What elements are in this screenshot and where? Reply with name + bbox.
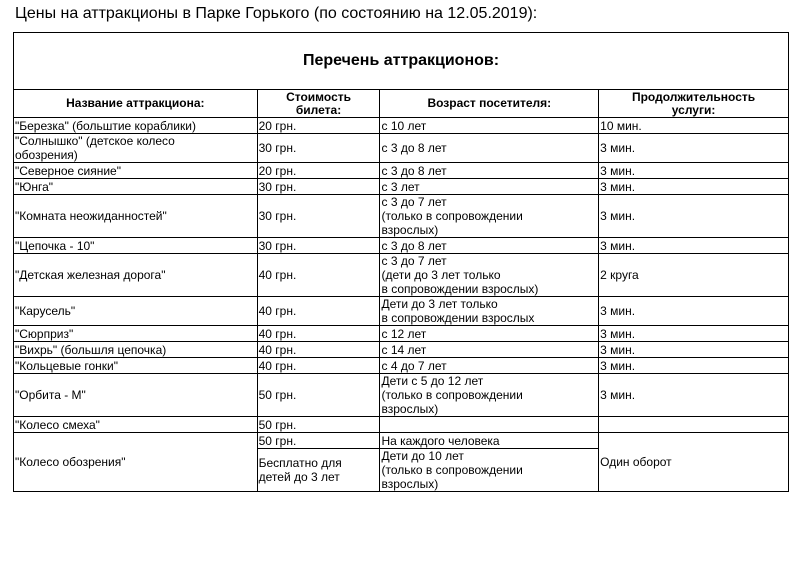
table-row-ferris-wheel bbox=[14, 433, 789, 449]
ticket-price: Бесплатно для детей до 3 лет bbox=[257, 449, 380, 492]
table-row bbox=[14, 297, 789, 326]
attraction-name: "Солнышко" (детское колесо обозрения) bbox=[14, 134, 258, 163]
table-row bbox=[14, 358, 789, 374]
table-body bbox=[14, 118, 789, 492]
attraction-name: "Колесо смеха" bbox=[14, 417, 258, 433]
ticket-price: 50 грн. bbox=[257, 417, 380, 433]
ticket-price: 40 грн. bbox=[257, 254, 380, 297]
ticket-price: 20 грн. bbox=[257, 118, 380, 134]
visitor-age: с 3 до 7 лет (только в сопровождении взрослых) bbox=[380, 195, 599, 238]
ticket-price: 30 грн. bbox=[257, 179, 380, 195]
column-header-age: Возраст посетителя: bbox=[380, 90, 599, 118]
duration: 3 мин. bbox=[599, 297, 789, 326]
table-row bbox=[14, 374, 789, 417]
table-row bbox=[14, 163, 789, 179]
visitor-age: с 10 лет bbox=[380, 118, 599, 134]
visitor-age bbox=[380, 417, 599, 433]
ticket-price: 40 грн. bbox=[257, 358, 380, 374]
visitor-age: с 12 лет bbox=[380, 326, 599, 342]
attraction-name: "Колесо обозрения" bbox=[14, 433, 258, 492]
duration: 3 мин. bbox=[599, 179, 789, 195]
visitor-age: с 3 до 7 лет (дети до 3 лет только в сопровождении взрослых) bbox=[380, 254, 599, 297]
ticket-price: 30 грн. bbox=[257, 134, 380, 163]
table-caption: Перечень аттракционов: bbox=[14, 33, 789, 90]
page-heading: Цены на аттракционы в Парке Горького (по состоянию на 12.05.2019): bbox=[15, 5, 538, 22]
ticket-price: 40 грн. bbox=[257, 326, 380, 342]
attraction-name: "Карусель" bbox=[14, 297, 258, 326]
visitor-age: с 3 до 8 лет bbox=[380, 163, 599, 179]
column-header-price: Стоимость билета: bbox=[257, 90, 380, 118]
visitor-age: с 3 до 8 лет bbox=[380, 134, 599, 163]
ticket-price: 50 грн. bbox=[257, 433, 380, 449]
attraction-name: "Комната неожиданностей" bbox=[14, 195, 258, 238]
table-row bbox=[14, 342, 789, 358]
visitor-age: На каждого человека bbox=[380, 433, 599, 449]
duration: 2 круга bbox=[599, 254, 789, 297]
column-header-name: Название аттракциона: bbox=[14, 90, 258, 118]
ticket-price: 20 грн. bbox=[257, 163, 380, 179]
attraction-name: "Кольцевые гонки" bbox=[14, 358, 258, 374]
attraction-name: "Березка" (больштие кораблики) bbox=[14, 118, 258, 134]
visitor-age: с 4 до 7 лет bbox=[380, 358, 599, 374]
visitor-age: Дети с 5 до 12 лет (только в сопровождении взрослых) bbox=[380, 374, 599, 417]
ticket-price: 40 грн. bbox=[257, 297, 380, 326]
attraction-name: "Северное сияние" bbox=[14, 163, 258, 179]
attraction-name: "Цепочка - 10" bbox=[14, 238, 258, 254]
duration: 3 мин. bbox=[599, 326, 789, 342]
duration: 3 мин. bbox=[599, 195, 789, 238]
duration: Один оборот bbox=[599, 433, 789, 492]
attraction-name: "Юнга" bbox=[14, 179, 258, 195]
table-row bbox=[14, 238, 789, 254]
duration: 3 мин. bbox=[599, 134, 789, 163]
table-row bbox=[14, 326, 789, 342]
visitor-age: с 3 до 8 лет bbox=[380, 238, 599, 254]
duration: 3 мин. bbox=[599, 374, 789, 417]
table-row bbox=[14, 195, 789, 238]
table-row bbox=[14, 417, 789, 433]
table-row bbox=[14, 118, 789, 134]
visitor-age: с 14 лет bbox=[380, 342, 599, 358]
duration: 3 мин. bbox=[599, 163, 789, 179]
duration: 3 мин. bbox=[599, 342, 789, 358]
column-header-duration: Продолжительность услуги: bbox=[599, 90, 789, 118]
duration bbox=[599, 417, 789, 433]
duration: 10 мин. bbox=[599, 118, 789, 134]
table-header-row bbox=[14, 90, 789, 118]
table-row bbox=[14, 134, 789, 163]
duration: 3 мин. bbox=[599, 358, 789, 374]
visitor-age: Дети до 10 лет (только в сопровождении взрослых) bbox=[380, 449, 599, 492]
table-caption-row bbox=[14, 33, 789, 90]
visitor-age: Дети до 3 лет только в сопровождении взрослых bbox=[380, 297, 599, 326]
attractions-price-table bbox=[13, 32, 789, 492]
ticket-price: 50 грн. bbox=[257, 374, 380, 417]
attraction-name: "Вихрь" (большля цепочка) bbox=[14, 342, 258, 358]
attraction-name: "Орбита - М" bbox=[14, 374, 258, 417]
ticket-price: 30 грн. bbox=[257, 195, 380, 238]
ticket-price: 30 грн. bbox=[257, 238, 380, 254]
visitor-age: с 3 лет bbox=[380, 179, 599, 195]
duration: 3 мин. bbox=[599, 238, 789, 254]
ticket-price: 40 грн. bbox=[257, 342, 380, 358]
attraction-name: "Детская железная дорога" bbox=[14, 254, 258, 297]
table-row bbox=[14, 179, 789, 195]
table-row bbox=[14, 254, 789, 297]
attraction-name: "Сюрприз" bbox=[14, 326, 258, 342]
